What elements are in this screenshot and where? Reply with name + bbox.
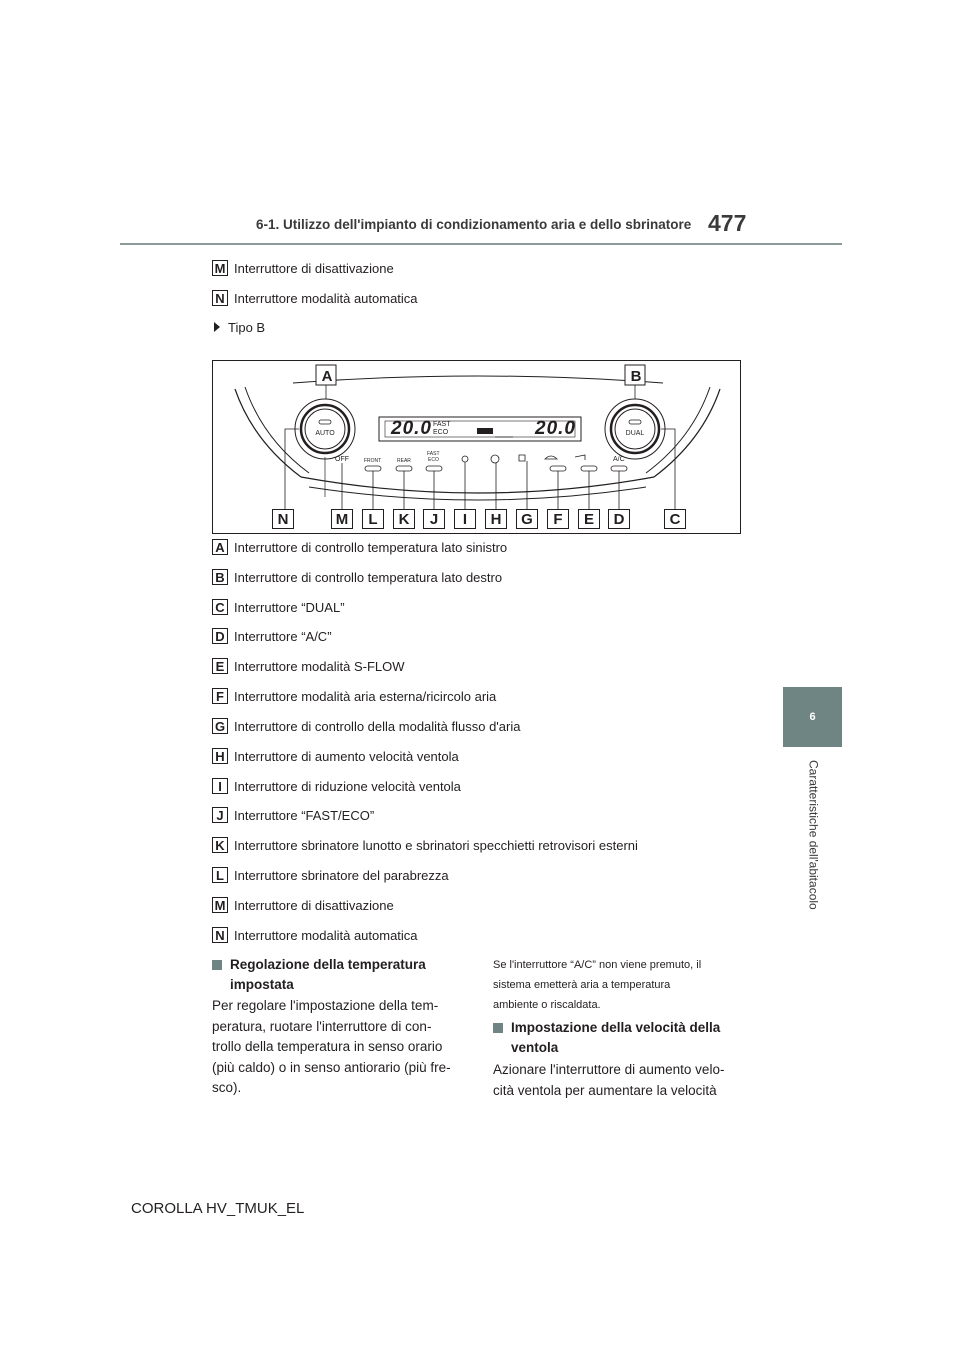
- rear-button-label[interactable]: REAR: [397, 458, 411, 464]
- callout-label-f: F: [547, 509, 569, 529]
- footer-model-code: COROLLA HV_TMUK_EL: [131, 1200, 305, 1217]
- heading-line: ventola: [511, 1040, 559, 1055]
- fan-speed-paragraph: Azionare l'interruttore di aumento velo- cità ventola per aumentare la velocità: [493, 1062, 725, 1098]
- heading-line: Regolazione della temperatura: [230, 957, 426, 972]
- legend-text: Interruttore modalità aria esterna/ricircolo aria: [234, 688, 497, 704]
- legend-item: [212, 864, 449, 886]
- legend-text: Interruttore sbrinatore lunotto e sbrinatori specchietti retrovisori esterni: [234, 837, 638, 853]
- square-bullet-icon: [212, 960, 222, 970]
- off-button-label[interactable]: OFF: [335, 456, 349, 463]
- legend-text: Interruttore sbrinatore del parabrezza: [234, 867, 449, 883]
- key-label: E: [212, 658, 228, 674]
- legend-text: Interruttore modalità automatica: [234, 927, 418, 943]
- legend-text: Interruttore di disattivazione: [234, 897, 394, 913]
- legend-text: Interruttore modalità S-FLOW: [234, 658, 405, 674]
- legend-item: [212, 894, 394, 916]
- legend-item: [212, 596, 345, 618]
- legend-item: [212, 655, 405, 677]
- display-left-temp: 20.0: [391, 418, 432, 439]
- callout-label-a: A: [321, 367, 333, 385]
- page-number: 477: [708, 210, 747, 236]
- type-label: Tipo B: [228, 319, 266, 335]
- callout-label-i: I: [454, 509, 476, 529]
- key-label: C: [212, 599, 228, 615]
- display-fast: FAST: [433, 421, 451, 428]
- callout-label-g: G: [516, 509, 538, 529]
- legend-item: [212, 924, 418, 946]
- type-heading: [214, 317, 265, 337]
- section-heading-fan-speed: [493, 1018, 753, 1058]
- temperature-paragraph: Per regolare l'impostazione della tem- peratura, ruotare l'interruttore di con- trollo della temperatura in senso orario (più caldo) o in senso antiorario (più fre- sco).: [212, 998, 451, 1095]
- climate-panel-diagram: [212, 360, 741, 534]
- legend-item: [212, 257, 394, 279]
- section-tab-number[interactable]: 6: [783, 687, 842, 747]
- callout-label-h: H: [485, 509, 507, 529]
- key-label: M: [212, 897, 228, 913]
- legend-text: Interruttore di riduzione velocità ventola: [234, 778, 461, 794]
- key-label: A: [212, 539, 228, 555]
- legend-text: Interruttore “FAST/ECO”: [234, 807, 375, 823]
- legend-item: [212, 834, 638, 856]
- square-bullet-icon: [493, 1023, 503, 1033]
- fast-button-label[interactable]: FAST: [427, 451, 440, 457]
- display-right-temp: 20.0: [535, 418, 576, 439]
- eco-button-label[interactable]: ECO: [428, 457, 439, 463]
- callout-label-e: E: [578, 509, 600, 529]
- callout-label-k: K: [393, 509, 415, 529]
- key-label: J: [212, 807, 228, 823]
- legend-item: [212, 685, 496, 707]
- callout-label-j: J: [423, 509, 445, 529]
- front-button-label[interactable]: FRONT: [364, 458, 382, 464]
- legend-text: Interruttore di controllo temperatura lato sinistro: [234, 539, 508, 555]
- ac-note: Se l'interruttore “A/C” non viene premuto, il sistema emetterà aria a temperatura ambiente o riscaldata.: [493, 959, 702, 1011]
- key-label: I: [212, 778, 228, 794]
- legend-text: Interruttore “DUAL”: [234, 599, 345, 615]
- key-label: N: [212, 927, 228, 943]
- legend-text: Interruttore “A/C”: [234, 628, 332, 644]
- key-label: F: [212, 688, 228, 704]
- bottom-callouts: [272, 509, 682, 529]
- callout-label-m: M: [331, 509, 353, 529]
- heading-line: Impostazione della velocità della: [511, 1020, 721, 1035]
- section-heading-temperature: [212, 955, 462, 995]
- legend-text: Interruttore di controllo della modalità flusso d'aria: [234, 718, 521, 734]
- key-label: G: [212, 718, 228, 734]
- legend-item: [212, 625, 332, 647]
- legend-item: [212, 566, 502, 588]
- legend-text: Interruttore modalità automatica: [234, 290, 418, 306]
- callout-label-n: N: [272, 509, 294, 529]
- legend-item: [212, 775, 461, 797]
- display-eco: ECO: [433, 429, 449, 436]
- key-label: M: [212, 260, 228, 276]
- callout-label-l: L: [362, 509, 384, 529]
- legend-text: Interruttore di aumento velocità ventola: [234, 748, 459, 764]
- legend-item: [212, 536, 507, 558]
- key-label: D: [212, 628, 228, 644]
- header-divider: [120, 243, 842, 245]
- ac-button-label[interactable]: A/C: [613, 456, 625, 463]
- legend-text: Interruttore di disattivazione: [234, 260, 394, 276]
- triangle-bullet-icon: [214, 322, 220, 332]
- auto-knob-label[interactable]: AUTO: [315, 430, 335, 437]
- heading-line: impostata: [230, 977, 294, 992]
- dual-knob-label[interactable]: DUAL: [625, 430, 645, 437]
- chapter-title: 6-1. Utilizzo dell'impianto di condizionamento aria e dello sbrinatore: [256, 217, 692, 232]
- legend-item: [212, 287, 418, 309]
- callout-top: [316, 365, 645, 385]
- legend-item: [212, 715, 520, 737]
- section-tab-label: Caratteristiche dell'abitacolo: [806, 760, 821, 910]
- callout-label-c: C: [664, 509, 686, 529]
- callout-label-b: B: [630, 367, 642, 385]
- key-label: K: [212, 837, 228, 853]
- legend-item: [212, 804, 374, 826]
- key-label: B: [212, 569, 228, 585]
- legend-item: [212, 745, 459, 767]
- callout-label-d: D: [608, 509, 630, 529]
- legend-text: Interruttore di controllo temperatura lato destro: [234, 569, 503, 585]
- key-label: N: [212, 290, 228, 306]
- key-label: L: [212, 867, 228, 883]
- key-label: H: [212, 748, 228, 764]
